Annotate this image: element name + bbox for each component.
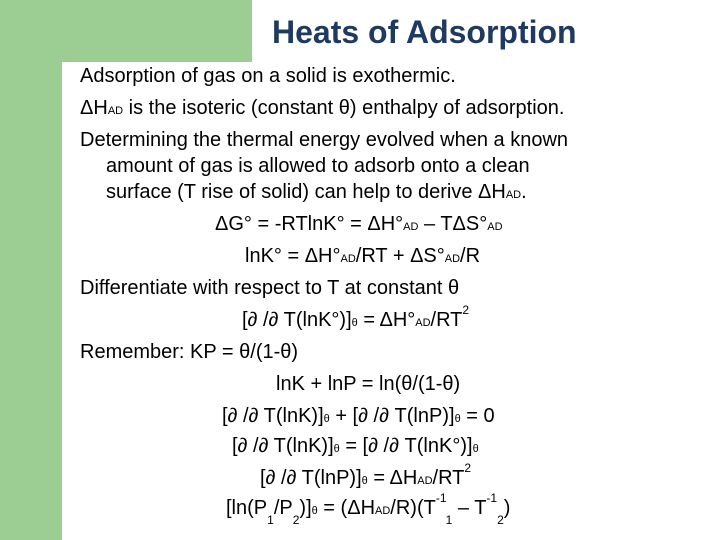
equation-ln-sum: lnK + lnP = ln(θ/(1-θ): [276, 373, 461, 395]
text-line-differentiate: Differentiate with respect to T at constant θ: [80, 277, 460, 299]
equation-derivative-lnp: [∂ /∂ T(lnP)]θ = ΔHAD/$RT^2$: [260, 461, 472, 489]
slide-title: Heats of Adsorption: [272, 14, 577, 50]
text-line-5: surface (T rise of solid) can help to derive ΔHAD.: [106, 181, 527, 203]
equation-van-t-hoff: [∂ /∂ $T(\ln K^\circ)]\theta = \Delta H^\circ AD/RT^2$: [242, 303, 470, 331]
text-line-2: ΔHAD is the isoteric (constant θ) enthalpy of adsorption.: [80, 97, 565, 119]
equation-lnk: lnK° = ΔH°AD/RT + ΔS°AD/R: [245, 245, 481, 267]
equation-derivative-sum: [∂ /∂ T(lnK)]θ + [∂ /∂ T(lnP)]θ = 0: [222, 405, 495, 427]
text-line-3: Determining the thermal energy evolved when a known: [80, 129, 569, 151]
text-line-1: Adsorption of gas on a solid is exothermic.: [80, 65, 456, 87]
equation-integrated: $[\ln(P_1/P_2)]\theta = (\Delta HAD/R)(T^{-1}_1 - T^{-1}_2)$: [226, 491, 511, 527]
text-line-4: amount of gas is allowed to adsorb onto a clean: [106, 155, 530, 177]
equation-derivative-equal: [∂ /∂ T(lnK)]θ = [∂ /∂ T(lnK°)]θ: [232, 435, 479, 457]
equation-gibbs: ΔG° = -RTlnK° = ΔH°AD – TΔS°AD: [215, 213, 503, 235]
text-line-remember: Remember: KP = θ/(1-θ): [80, 341, 299, 363]
